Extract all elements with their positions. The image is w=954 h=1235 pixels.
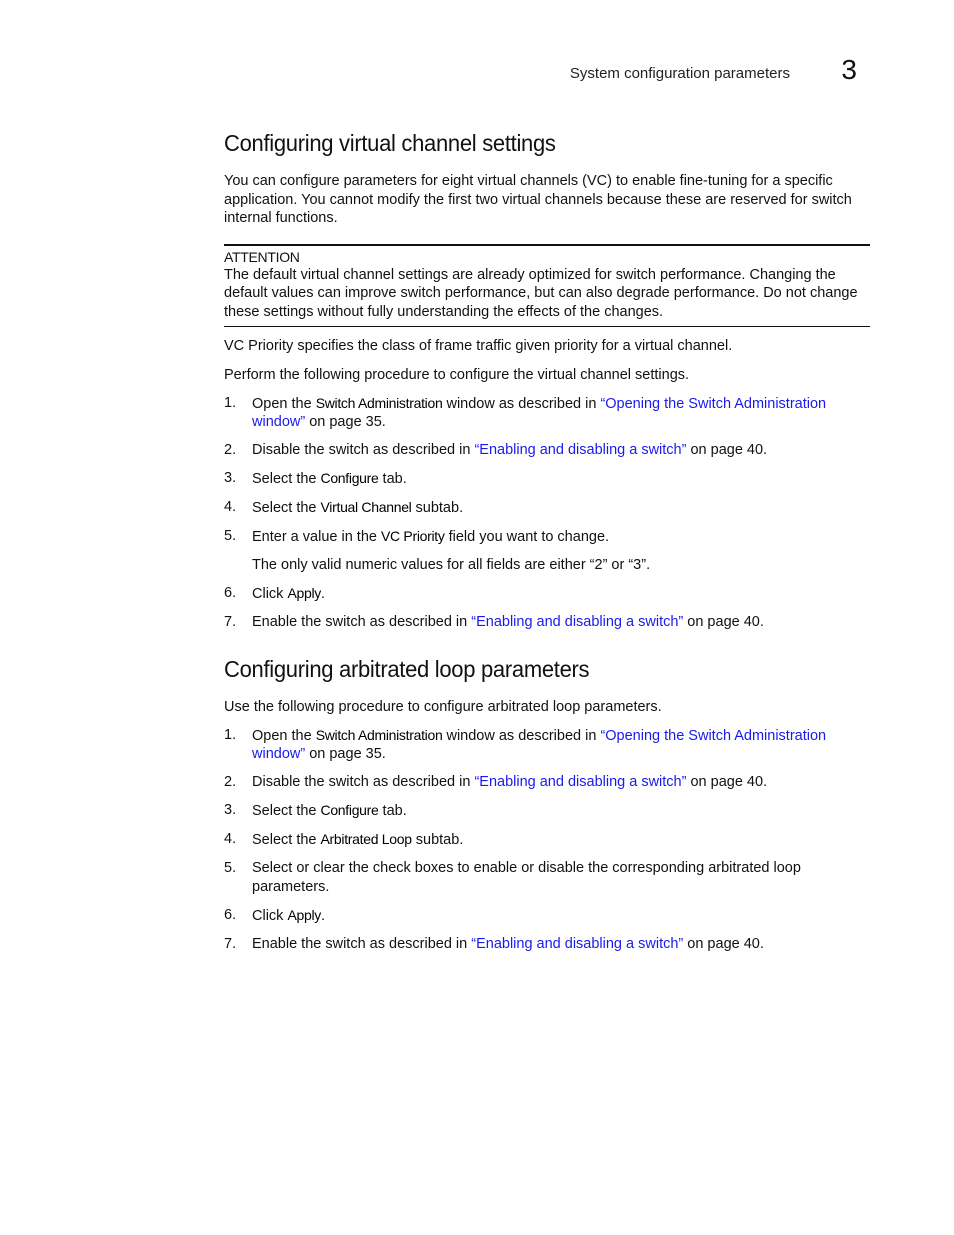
step-number: 1.	[224, 726, 237, 743]
step-item	[224, 394, 870, 432]
step-number: 3.	[224, 470, 237, 486]
cross-reference-link[interactable]: “Enabling and disabling a switch”	[474, 774, 687, 790]
step-text: on page 35.	[305, 746, 386, 762]
procedure-steps-continued	[224, 584, 870, 632]
step-number: 5.	[224, 860, 237, 876]
section-title: Configuring virtual channel settings	[224, 130, 556, 157]
step-text: Select the	[252, 500, 321, 516]
step-item	[224, 801, 870, 821]
step-text: Open the	[252, 727, 316, 744]
step-text: Select or clear the check boxes to enable or disable the corresponding arbitrated loop parameters.	[252, 860, 801, 895]
step-item	[224, 613, 870, 632]
procedure-paragraph: Perform the following procedure to configure the virtual channel settings.	[224, 366, 690, 383]
step-number: 4.	[224, 499, 237, 515]
step-item	[224, 527, 870, 547]
step-number: 3.	[224, 802, 237, 818]
intro-paragraph: You can configure parameters for eight virtual channels (VC) to enable fine-tuning for a specific application. You cannot modify the first two virtual channels because these are reserved for switch internal functions.	[224, 173, 852, 226]
procedure-steps	[224, 726, 870, 954]
step-number: 4.	[224, 831, 237, 847]
procedure-steps	[224, 394, 870, 547]
step-item	[224, 935, 870, 954]
step-text: Enable the switch as described in	[252, 614, 472, 630]
attention-text: The default virtual channel settings are already optimized for switch performance. Changing the default values can improve switch performance, but can also degrade performance. Do not change these settings without fully understanding the effects of the changes.	[224, 266, 858, 320]
step-text: on page 40.	[686, 442, 768, 458]
step-number: 1.	[224, 394, 237, 411]
step-text: on page 40.	[683, 935, 764, 952]
cross-reference-link[interactable]: “Opening the Switch Administration window”	[252, 727, 827, 762]
step-text: Select the	[252, 832, 321, 848]
step-text: Enable the switch as described in	[252, 935, 472, 952]
step-text: subtab.	[411, 500, 464, 516]
step-text: field you want to change.	[444, 529, 610, 545]
step-item	[224, 830, 870, 850]
ui-term: Virtual Channel	[320, 499, 412, 515]
step-number: 2.	[224, 442, 237, 458]
step-number: 5.	[224, 528, 237, 544]
ui-term: Apply	[287, 906, 321, 923]
cross-reference-link[interactable]: “Enabling and disabling a switch”	[474, 442, 687, 458]
section-arbitrated-loop	[224, 656, 870, 954]
section-title: Configuring arbitrated loop parameters	[224, 655, 590, 682]
attention-box	[224, 244, 870, 328]
page-content	[224, 130, 870, 953]
step-text: Enter a value in the	[252, 529, 381, 545]
ui-term: VC Priority	[380, 528, 445, 544]
ui-term: Switch Administration	[315, 726, 443, 743]
step-text: on page 40.	[686, 774, 768, 790]
step-text: Disable the switch as described in	[252, 774, 475, 790]
vc-priority-paragraph: VC Priority specifies the class of frame traffic given priority for a virtual channel.	[224, 338, 733, 354]
section-virtual-channel	[224, 130, 870, 632]
step-item	[224, 584, 870, 604]
step-text: Click	[252, 907, 288, 924]
step-note: The only valid numeric values for all fields are either “2” or “3”.	[252, 557, 651, 573]
cross-reference-link[interactable]: “Enabling and disabling a switch”	[471, 935, 684, 952]
step-number: 6.	[224, 585, 237, 601]
step-item	[224, 859, 870, 896]
step-number: 7.	[224, 614, 237, 630]
intro-paragraph: Use the following procedure to configure arbitrated loop parameters.	[224, 698, 662, 715]
running-title: System configuration parameters	[569, 65, 790, 82]
ui-term: Configure	[320, 470, 379, 486]
step-text: Click	[252, 586, 288, 602]
step-item	[224, 773, 870, 792]
ui-term: Arbitrated Loop	[320, 831, 412, 847]
step-text: Open the	[252, 395, 316, 412]
ui-term: Configure	[320, 802, 379, 818]
ui-term: Switch Administration	[315, 394, 443, 411]
ui-term: Apply	[287, 585, 321, 601]
step-text: Select the	[252, 803, 321, 819]
step-text: window as described in	[442, 395, 601, 412]
step-text: tab.	[378, 803, 407, 819]
cross-reference-link[interactable]: “Opening the Switch Administration window”	[252, 395, 827, 430]
step-text: on page 35.	[305, 414, 386, 430]
step-item	[224, 441, 870, 460]
step-item	[224, 469, 870, 489]
page-header	[0, 56, 954, 92]
step-text: .	[320, 907, 326, 924]
step-number: 7.	[224, 935, 237, 952]
step-number: 2.	[224, 774, 237, 790]
step-item	[224, 498, 870, 518]
chapter-number: 3	[841, 54, 857, 85]
step-text: window as described in	[442, 727, 601, 744]
step-text: Disable the switch as described in	[252, 442, 475, 458]
step-text: .	[320, 586, 326, 602]
cross-reference-link[interactable]: “Enabling and disabling a switch”	[471, 614, 684, 630]
step-text: subtab.	[411, 832, 464, 848]
attention-label: ATTENTION	[224, 248, 300, 265]
step-item	[224, 906, 870, 926]
step-number: 6.	[224, 906, 237, 923]
step-text: on page 40.	[683, 614, 764, 630]
step-text: tab.	[378, 471, 407, 487]
step-text: Select the	[252, 471, 321, 487]
step-item	[224, 726, 870, 764]
